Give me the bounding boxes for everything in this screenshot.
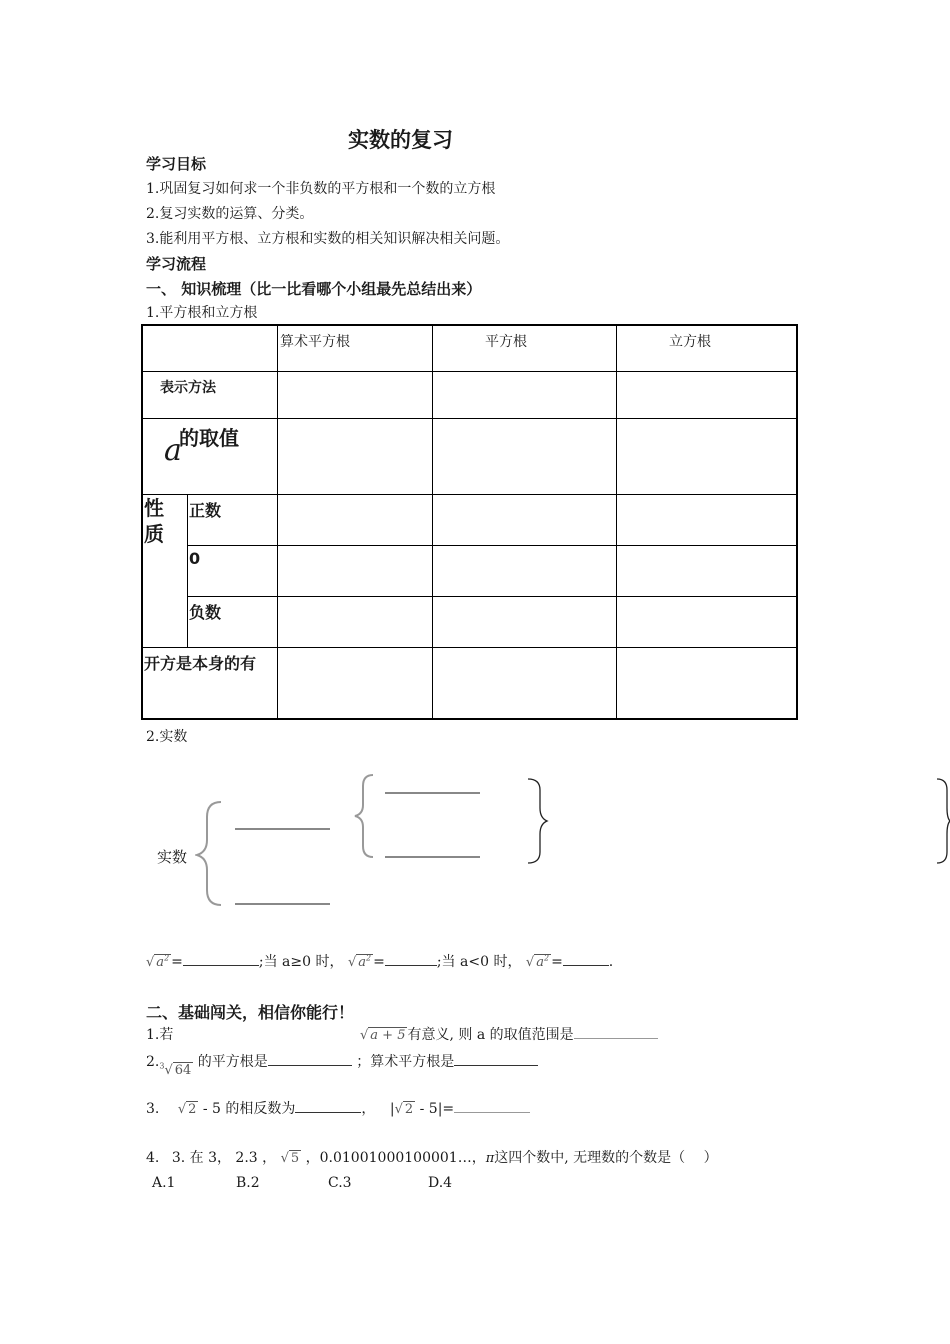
sqrt-expression: √ 5 xyxy=(280,1151,300,1166)
table-corner-cell xyxy=(142,325,278,371)
table-cell xyxy=(433,596,617,647)
sqrt-expression: √ $a^2$ xyxy=(347,953,372,970)
answer-blank[interactable] xyxy=(563,951,609,966)
section-2-heading: 二、基础闯关，相信你能行！ xyxy=(146,1003,355,1022)
table-cell xyxy=(433,545,617,596)
table-cell xyxy=(617,596,797,647)
table-cell xyxy=(433,647,617,719)
table-cell xyxy=(278,596,433,647)
row-label-a-text: 的取值 xyxy=(179,425,239,450)
question-1: √ a + 5 有意义, 则 a 的取值范围是 xyxy=(360,1024,658,1044)
objective-item: 1.巩固复习如何求一个非负数的平方根和一个数的立方根 xyxy=(146,181,496,197)
classification-diagram xyxy=(195,772,950,912)
property-negative-label: 负数 xyxy=(188,596,278,647)
answer-blank[interactable] xyxy=(183,951,259,966)
answer-blank[interactable] xyxy=(385,951,437,966)
column-header-square-root: 平方根 xyxy=(433,325,617,371)
option-c[interactable]: C.3 xyxy=(328,1175,352,1191)
row-label-a-range xyxy=(142,418,278,494)
column-header-cube-root: 立方根 xyxy=(617,325,797,371)
table-cell xyxy=(617,418,797,494)
table-cell xyxy=(617,545,797,596)
brace-right-sub xyxy=(528,779,547,863)
roots-table xyxy=(141,324,798,720)
table-cell xyxy=(617,371,797,418)
objective-item: 2.复习实数的运算、分类。 xyxy=(146,206,314,222)
table-cell xyxy=(617,494,797,545)
subsection-real-numbers: 2.实数 xyxy=(146,729,188,745)
answer-blank[interactable] xyxy=(574,1024,658,1039)
option-a[interactable]: A.1 xyxy=(152,1175,176,1191)
sqrt-expression: √ $a^2$ xyxy=(146,953,170,970)
property-zero-label: 0 xyxy=(188,545,278,596)
cube-root-expression: $^3$√ 64 xyxy=(159,1061,192,1078)
question-2: 2.$^3$√ 64 的平方根是 ；算术平方根是 xyxy=(146,1051,538,1071)
section-1-heading: 一、 知识梳理（比一比看哪个小组最先总结出来） xyxy=(146,280,482,298)
table-cell xyxy=(278,647,433,719)
subsection-roots: 1.平方根和立方根 xyxy=(146,305,258,321)
objective-item: 3.能利用平方根、立方根和实数的相关知识解决相关问题。 xyxy=(146,231,510,247)
variable-a: a xyxy=(164,432,182,468)
table-cell xyxy=(617,647,797,719)
table-cell xyxy=(278,494,433,545)
table-cell xyxy=(278,371,433,418)
answer-blank[interactable] xyxy=(295,1098,361,1113)
property-label: 性质 xyxy=(142,494,188,647)
sqrt-expression: √ 2 xyxy=(394,1102,414,1117)
table-cell xyxy=(278,418,433,494)
answer-blank[interactable] xyxy=(454,1098,530,1113)
objectives-heading: 学习目标 xyxy=(146,155,207,173)
sqrt-expression: √ $a^2$ xyxy=(525,953,550,970)
option-d[interactable]: D.4 xyxy=(428,1175,453,1191)
real-number-root-label: 实数 xyxy=(157,848,188,866)
sqrt-identity-line: √ $a^2$ = ;当 a≥0 时， √ $a^2$ = ;当 a<0 时， √ $a^2$ = . xyxy=(146,951,613,971)
option-b[interactable]: B.2 xyxy=(236,1175,260,1191)
sqrt-expression: √ 2 xyxy=(177,1102,197,1117)
column-header-arithmetic-root: 算术平方根 xyxy=(278,325,433,371)
sqrt-expression: √ a + 5 xyxy=(360,1028,406,1043)
answer-blank[interactable] xyxy=(454,1051,538,1066)
brace-left-main xyxy=(197,802,221,905)
question-4: 4. 3. 在 3， 2.3 ， √ 5 ，0.01001000100001…，π这四个数中, 无理数的个数是（ ） xyxy=(146,1150,718,1166)
pi-symbol: π xyxy=(485,1151,495,1166)
property-positive-label: 正数 xyxy=(188,494,278,545)
table-cell xyxy=(433,418,617,494)
table-cell xyxy=(278,545,433,596)
question-3: 3. √ 2 - 5 的相反数为 ， |√ 2 - 5|= xyxy=(146,1098,530,1118)
brace-left-sub xyxy=(355,775,373,857)
process-heading: 学习流程 xyxy=(146,255,207,273)
page-title: 实数的复习 xyxy=(348,128,453,152)
row-label-self-root: 开方是本身的有 xyxy=(142,647,278,719)
row-label-notation: 表示方法 xyxy=(142,371,278,418)
answer-blank[interactable] xyxy=(268,1051,352,1066)
question-1-number: 1.若 xyxy=(146,1027,174,1043)
table-cell xyxy=(433,494,617,545)
table-cell xyxy=(433,371,617,418)
brace-right-edge xyxy=(937,779,950,821)
